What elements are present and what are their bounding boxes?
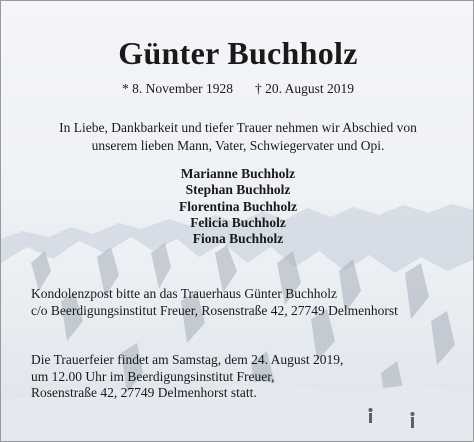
condolence-line: Kondolenzpost bitte an das Trauerhaus Günter Buchholz (31, 286, 337, 301)
service-line: um 12.00 Uhr im Beerdigungsinstitut Freuer, (31, 368, 275, 384)
death-date: † 20. August 2019 (254, 81, 354, 96)
family-member: Fiona Buchholz (192, 231, 284, 247)
tribute-text (41, 119, 435, 155)
condolence-address (31, 286, 451, 319)
family-member: Stephan Buchholz (185, 182, 291, 198)
service-line: Die Trauerfeier findet am Samstag, dem 24. August 2019, (31, 352, 344, 367)
funeral-service-info (31, 352, 451, 402)
birth-date: * 8. November 1928 (122, 81, 233, 96)
tribute-line: unserem lieben Mann, Vater, Schwiegervater und Opi. (91, 138, 385, 153)
notice-content (1, 1, 474, 442)
service-line: Rosenstraße 42, 27749 Delmenhorst statt. (31, 385, 257, 400)
family-member: Marianne Buchholz (180, 166, 296, 181)
tribute-line: In Liebe, Dankbarkeit und tiefer Trauer nehmen wir Abschied von (59, 120, 417, 135)
condolence-line: c/o Beerdigungsinstitut Freuer, Rosenstraße 42, 27749 Delmenhorst (31, 302, 398, 318)
family-member: Felicia Buchholz (190, 214, 286, 230)
family-member: Florentina Buchholz (179, 198, 297, 214)
life-dates (1, 81, 474, 97)
deceased-name: Günter Buchholz (118, 35, 358, 71)
family-members (1, 166, 474, 247)
